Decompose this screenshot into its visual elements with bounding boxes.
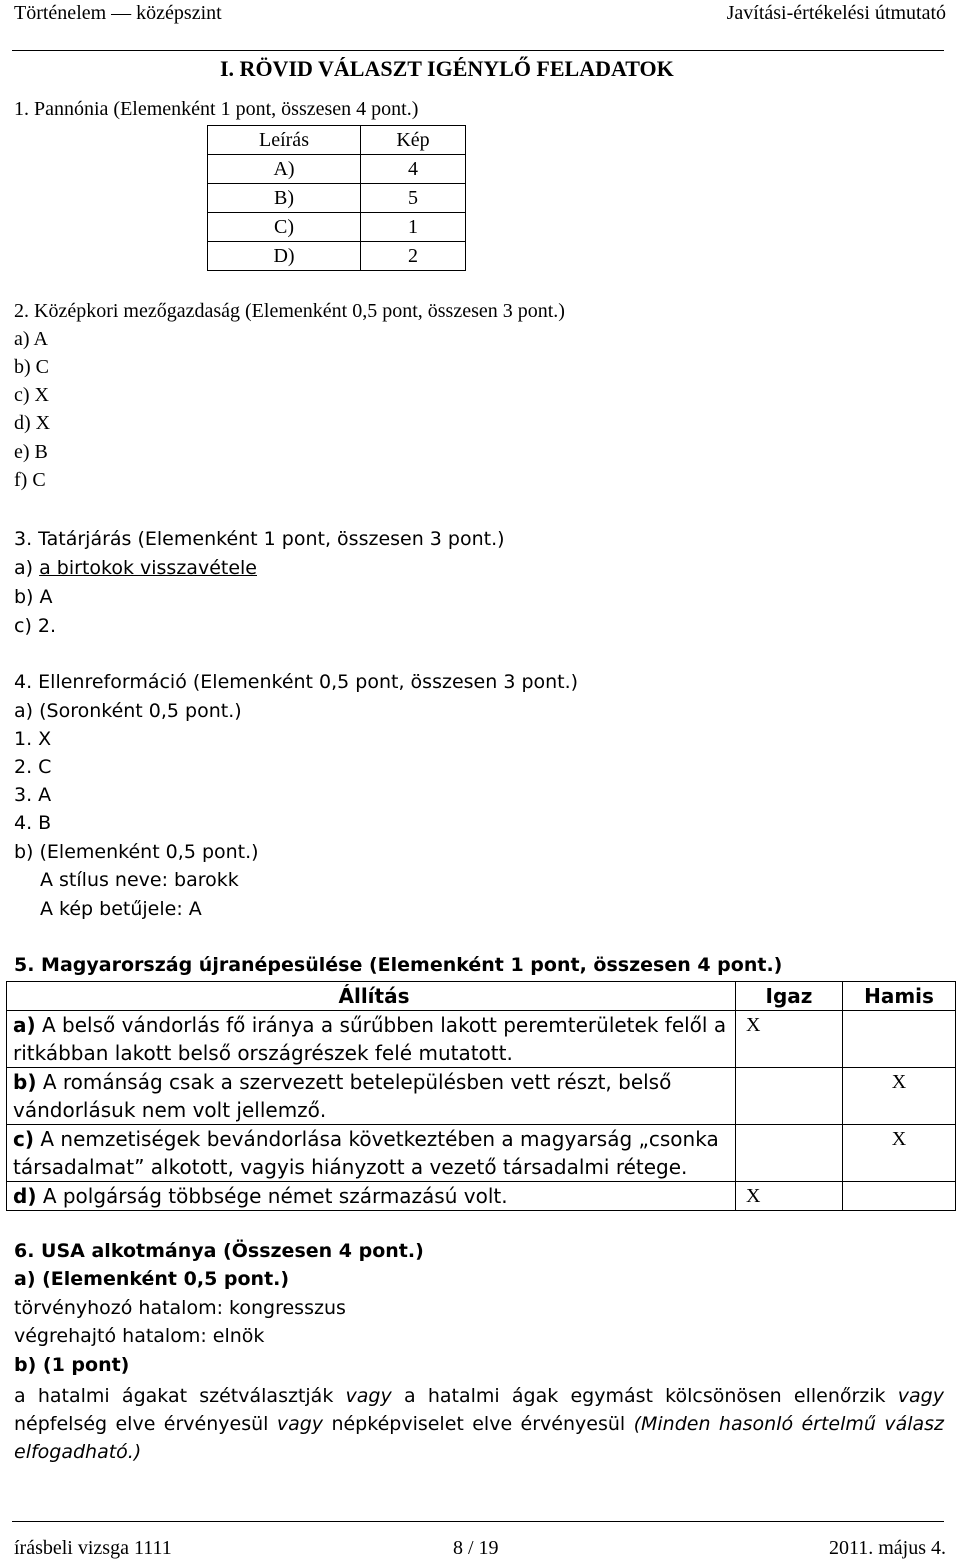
item-value: C [35, 356, 50, 378]
task1-header-kep: Kép [361, 126, 466, 155]
item-value: C [32, 469, 46, 491]
task5-statement [7, 1068, 736, 1125]
task1-cell: C) [208, 213, 361, 242]
task2-item [14, 412, 50, 435]
item-label: c) [14, 615, 32, 637]
statement-line1: A belső vándorlás fő iránya a sűrűbben lakott peremterületek felől a [35, 1013, 727, 1037]
task3-item [14, 586, 53, 608]
row-label: c) [13, 1127, 34, 1151]
task2-item [14, 441, 48, 464]
answer-part: a hatalmi ágak egymást kölcsönösen ellenőrzik [403, 1385, 886, 1407]
task5-igaz-cell [736, 1068, 843, 1125]
answer-vagy: vagy [897, 1385, 944, 1407]
footer-right: 2011. május 4. [828, 1537, 946, 1559]
task4-b-item: A stílus neve: barokk [40, 869, 239, 891]
item-value: A [39, 586, 53, 608]
task5-hamis-cell: X [843, 1125, 956, 1182]
task5-header-igaz: Igaz [736, 982, 843, 1011]
task1-cell: A) [208, 155, 361, 184]
task1-header-leiras: Leírás [208, 126, 361, 155]
item-label: a) [14, 328, 30, 350]
item-value: a birtokok visszavétele [39, 557, 257, 579]
answer-part: népképviselet elve érvényesül [331, 1413, 626, 1435]
task5-table [6, 981, 956, 1211]
statement-line1: A nemzetiségek bevándorlása következtében a magyarság „csonka [34, 1127, 719, 1151]
task1-cell: 2 [361, 242, 466, 271]
task2-item [14, 469, 46, 492]
task6-b-line1 [14, 1382, 944, 1410]
section-title: I. RÖVID VÁLASZT IGÉNYLŐ FELADATOK [220, 56, 674, 81]
task5-header-allitas: Állítás [7, 982, 736, 1011]
task6-a-label: a) (Elemenként 0,5 pont.) [14, 1268, 290, 1290]
task4-b-label: b) (Elemenként 0,5 pont.) [14, 841, 259, 863]
header-rule [12, 50, 944, 51]
statement-line2: társadalmat” alkotott, vagyis hiányzott a vezető társadalmi rétege. [13, 1155, 688, 1179]
task2-item [14, 384, 49, 407]
task4-a-item: 3. A [14, 784, 52, 806]
item-value: 2. [37, 615, 57, 637]
row-label: a) [13, 1013, 36, 1037]
statement-line1: A polgárság többsége német származású volt. [36, 1184, 508, 1208]
task2-title: 2. Középkori mezőgazdaság (Elemenként 0,5 pont, összesen 3 pont.) [14, 300, 565, 322]
answer-vagy: vagy [345, 1385, 392, 1407]
task1-table [207, 125, 466, 271]
item-value: X [35, 412, 51, 434]
task5-title: 5. Magyarország újranépesülése (Elemenként 1 pont, összesen 4 pont.) [14, 954, 783, 976]
task5-hamis-cell [843, 1182, 956, 1211]
task4-a-item: 4. B [14, 812, 52, 834]
task1-cell: 5 [361, 184, 466, 213]
task3-title: 3. Tatárjárás (Elemenként 1 pont, összesen 3 pont.) [14, 528, 505, 550]
item-value: X [34, 384, 49, 406]
answer-vagy: vagy [276, 1413, 324, 1435]
item-label: b) [14, 586, 34, 608]
task2-item [14, 356, 49, 379]
task1-cell: B) [208, 184, 361, 213]
task5-igaz-cell: X [736, 1182, 843, 1211]
task1-cell: 4 [361, 155, 466, 184]
header-right: Javítási-értékelési útmutató [726, 2, 946, 24]
task1-cell: D) [208, 242, 361, 271]
task6-b-line2 [14, 1410, 944, 1466]
task4-b-item: A kép betűjele: A [40, 898, 202, 920]
task5-header-hamis: Hamis [843, 982, 956, 1011]
task3-item [14, 557, 257, 579]
item-label: e) [14, 441, 30, 463]
task6-b-label: b) (1 pont) [14, 1354, 130, 1376]
task6-title: 6. USA alkotmánya (Összesen 4 pont.) [14, 1240, 424, 1262]
task5-statement [7, 1182, 736, 1211]
task4-a-item: 2. C [14, 756, 52, 778]
item-label: c) [14, 384, 30, 406]
footer-rule [12, 1521, 944, 1522]
task5-hamis-cell: X [843, 1068, 956, 1125]
task1-title: 1. Pannónia (Elemenként 1 pont, összesen 4 pont.) [14, 98, 419, 120]
item-value: A [33, 328, 48, 350]
task3-item [14, 615, 56, 637]
answer-part: a hatalmi ágakat szétválasztják [14, 1385, 334, 1407]
answer-note: (Minden hasonló értelmű válasz elfogadható.) [14, 1413, 945, 1463]
task2-item [14, 328, 48, 351]
task4-title: 4. Ellenreformáció (Elemenként 0,5 pont, összesen 3 pont.) [14, 671, 579, 693]
answer-part: népfelség elve érvényesül [14, 1413, 269, 1435]
item-value: B [34, 441, 48, 463]
item-label: b) [14, 356, 31, 378]
task6-a-item: végrehajtó hatalom: elnök [14, 1325, 265, 1347]
task5-statement [7, 1125, 736, 1182]
statement-line2: ritkábban lakott belső országrészek felé mutatott. [13, 1041, 513, 1065]
footer-page: 8 / 19 [453, 1537, 499, 1559]
statement-line2: vándorlásuk nem volt jellemző. [13, 1098, 327, 1122]
row-label: b) [13, 1070, 37, 1094]
task5-hamis-cell [843, 1011, 956, 1068]
task1-cell: 1 [361, 213, 466, 242]
footer-left: írásbeli vizsga 1111 [14, 1537, 172, 1559]
item-label: a) [14, 557, 34, 579]
item-label: d) [14, 412, 31, 434]
task4-a-label: a) (Soronként 0,5 pont.) [14, 700, 242, 722]
task5-statement [7, 1011, 736, 1068]
task5-igaz-cell: X [736, 1011, 843, 1068]
item-label: f) [14, 469, 28, 491]
row-label: d) [13, 1184, 37, 1208]
header-left: Történelem — középszint [14, 2, 222, 24]
task4-a-item: 1. X [14, 728, 52, 750]
task5-igaz-cell [736, 1125, 843, 1182]
statement-line1: A románság csak a szervezett betelepülésben vett részt, belső [36, 1070, 672, 1094]
task6-a-item: törvényhozó hatalom: kongresszus [14, 1297, 346, 1319]
